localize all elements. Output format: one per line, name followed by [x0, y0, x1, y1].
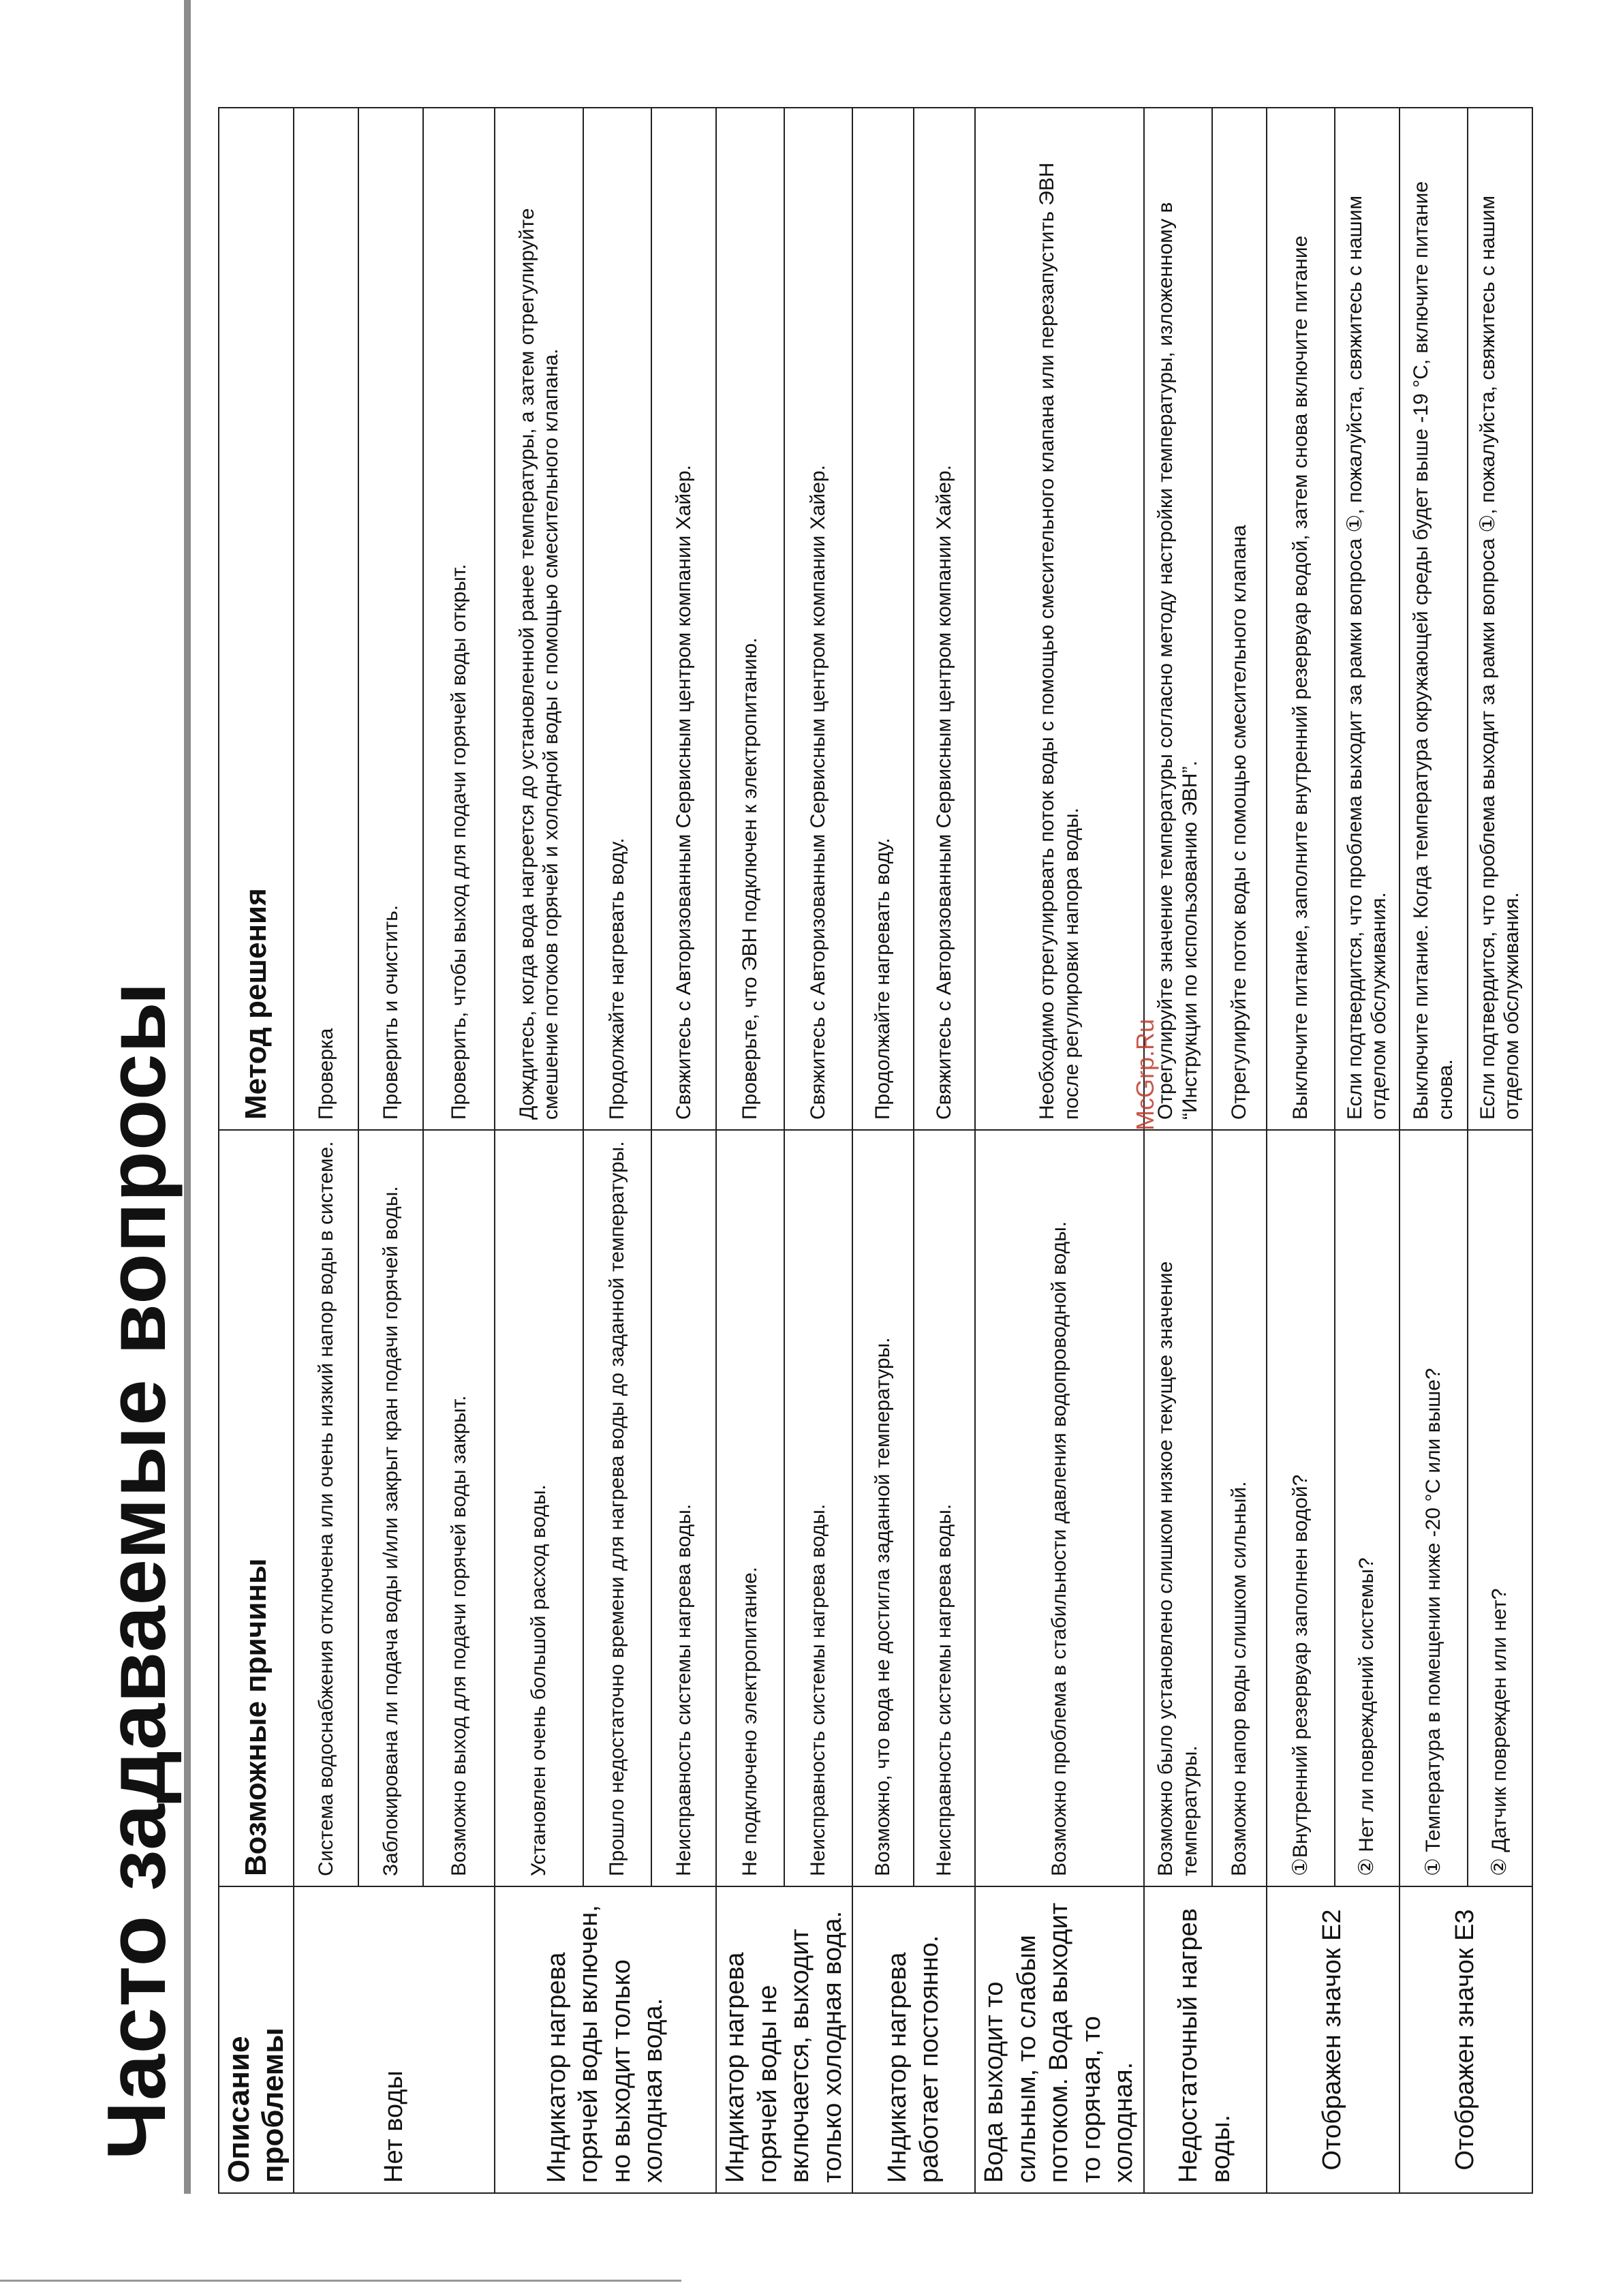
- footer-line: [0, 2280, 681, 2282]
- solution-cell: Проверьте, что ЭВН подключен к электропитанию.: [716, 108, 784, 1130]
- solution-cell: Выключите питание. Когда температура окружающей среды будет выше -19 °C, включите питание снова.: [1400, 108, 1468, 1130]
- solution-cell: Выключите питание, заполните внутренний резервуар водой, затем снова включите питание: [1267, 108, 1335, 1130]
- faq-table: [218, 107, 1533, 2194]
- solution-cell: Свяжитесь с Авторизованным Сервисным центром компании Хайер.: [914, 108, 975, 1130]
- solution-cell: Проверить и очистить.: [358, 108, 423, 1130]
- header-cause: Возможные причины: [219, 1130, 294, 1886]
- solution-cell: Если подтвердится, что проблема выходит за рамки вопроса ①, пожалуйста, свяжитесь с нашим отделом обслуживания.: [1335, 108, 1400, 1130]
- cause-cell: ② Датчик поврежден или нет?: [1468, 1130, 1532, 1886]
- solution-cell: Проверить, чтобы выход для подачи горячей воды открыт.: [423, 108, 495, 1130]
- problem-cell: Недостаточный нагрев воды.: [1144, 1886, 1267, 2193]
- table-row: [1144, 108, 1212, 2193]
- cause-cell: Прошло недостаточно времени для нагрева воды до заданной температуры.: [583, 1130, 651, 1886]
- table-row: [975, 108, 1144, 2193]
- table-row: [784, 108, 852, 2193]
- header-problem: Описание проблемы: [219, 1886, 294, 2193]
- table-row: [294, 108, 358, 2193]
- cause-cell: ①Внутренний резервуар заполнен водой?: [1267, 1130, 1335, 1886]
- solution-cell: Отрегулируйте значение температуры согласно методу настройки температуры, изложенному в “Инструкции по использованию ЭВН”.: [1144, 108, 1212, 1130]
- solution-cell: Свяжитесь с Авторизованным Сервисным центром компании Хайер.: [651, 108, 716, 1130]
- solution-cell: Необходимо отрегулировать поток воды с помощью смесительного клапана или перезапустить ЭВН после регулировки напора воды.: [975, 108, 1144, 1130]
- cause-cell: Возможно напор воды слишком сильный.: [1212, 1130, 1267, 1886]
- table-row: [1267, 108, 1335, 2193]
- solution-cell: Продолжайте нагревать воду.: [583, 108, 651, 1130]
- solution-cell: Продолжайте нагревать воду.: [852, 108, 914, 1130]
- solution-cell: Проверка: [294, 108, 358, 1130]
- problem-cell: Отображен значок E3: [1400, 1886, 1532, 2193]
- table-row: [1212, 108, 1267, 2193]
- solution-cell: Свяжитесь с Авторизованным Сервисным центром компании Хайер.: [784, 108, 852, 1130]
- table-row: [423, 108, 495, 2193]
- problem-cell: Вода выходит то сильным, то слабым потоком. Вода выходит то горячая, то холодная.: [975, 1886, 1144, 2193]
- page-title: Часто задаваемые вопросы: [90, 981, 183, 2160]
- problem-cell: Индикатор нагрева горячей воды не включается, выходит только холодная вода.: [716, 1886, 852, 2193]
- watermark-text: McGrp.Ru: [1131, 1018, 1159, 1131]
- table-row: [914, 108, 975, 2193]
- cause-cell: Неисправность системы нагрева воды.: [914, 1130, 975, 1886]
- problem-cell: Нет воды: [294, 1886, 495, 2193]
- cause-cell: Возможно, что вода не достигла заданной температуры.: [852, 1130, 914, 1886]
- table-row: [1335, 108, 1400, 2193]
- table-row: [716, 108, 784, 2193]
- table-header-row: [219, 108, 294, 2193]
- cause-cell: ② Нет ли повреждений системы?: [1335, 1130, 1400, 1886]
- table-row: [583, 108, 651, 2193]
- cause-cell: Заблокирована ли подача воды и/или закрыт кран подачи горячей воды.: [358, 1130, 423, 1886]
- cause-cell: Возможно выход для подачи горячей воды закрыт.: [423, 1130, 495, 1886]
- cause-cell: Не подключено электропитание.: [716, 1130, 784, 1886]
- cause-cell: ① Температура в помещении ниже -20 °C или выше?: [1400, 1130, 1468, 1886]
- cause-cell: Неисправность системы нагрева воды.: [784, 1130, 852, 1886]
- table-row: [852, 108, 914, 2193]
- table-row: [1400, 108, 1468, 2193]
- problem-cell: Индикатор нагрева работает постоянно.: [852, 1886, 975, 2193]
- problem-cell: Отображен значок E2: [1267, 1886, 1400, 2193]
- cause-cell: Возможно было установлено слишком низкое текущее значение температуры.: [1144, 1130, 1212, 1886]
- title-divider: [184, 0, 191, 2194]
- table-row: [495, 108, 583, 2193]
- table-row: [1468, 108, 1532, 2193]
- cause-cell: Неисправность системы нагрева воды.: [651, 1130, 716, 1886]
- table-row: [651, 108, 716, 2193]
- problem-cell: Индикатор нагрева горячей воды включен, но выходит только холодная вода.: [495, 1886, 716, 2193]
- solution-cell: Если подтвердится, что проблема выходит за рамки вопроса ①, пожалуйста, свяжитесь с нашим отделом обслуживания.: [1468, 108, 1532, 1130]
- solution-cell: Дождитесь, когда вода нагреется до установленной ранее температуры, а затем отрегулируйте смешение потоков горячей и холодной воды с помощью смесительного клапана.: [495, 108, 583, 1130]
- table-row: [358, 108, 423, 2193]
- cause-cell: Система водоснабжения отключена или очень низкий напор воды в системе.: [294, 1130, 358, 1886]
- cause-cell: Возможно проблема в стабильности давления водопроводной воды.: [975, 1130, 1144, 1886]
- solution-cell: Отрегулируйте поток воды с помощью смесительного клапана: [1212, 108, 1267, 1130]
- header-solution: Метод решения: [219, 108, 294, 1130]
- cause-cell: Установлен очень большой расход воды.: [495, 1130, 583, 1886]
